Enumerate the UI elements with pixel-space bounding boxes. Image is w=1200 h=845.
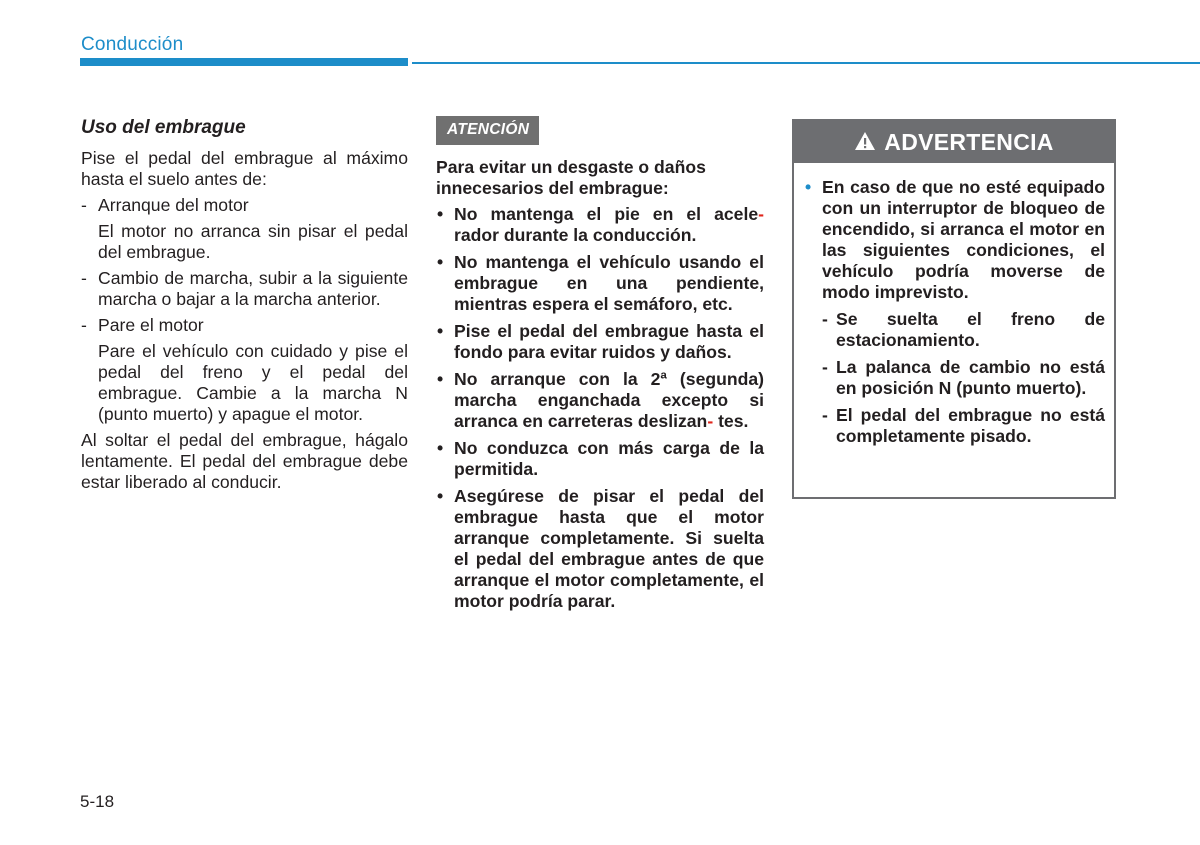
attention-bullet xyxy=(436,369,764,432)
header-rule-thin xyxy=(412,62,1200,64)
attention-bullet xyxy=(436,438,764,480)
list-item-start-engine-detail: El motor no arranca sin pisar el pedal del embrague. xyxy=(98,221,408,262)
clutch-usage-heading: Uso del embrague xyxy=(81,117,246,138)
list-item-stop-engine-detail: Pare el vehículo con cuidado y pise el pedal del freno y el pedal del embrague. Cambie a la marcha N (punto muerto) y apague el motor. xyxy=(98,341,408,424)
warning-box xyxy=(792,119,1116,499)
bullet-text: No arranque con la 2ª (segunda) marcha enganchada excepto si arranca en carreteras deslizan xyxy=(454,369,764,431)
attention-column xyxy=(436,116,764,618)
warning-header xyxy=(794,121,1114,163)
attention-bullet xyxy=(436,204,764,246)
list-item-gear-change: - Cambio de marcha, subir a la siguiente marcha o bajar a la marcha anterior. xyxy=(81,268,408,310)
bullet-text: Asegúrese de pisar el pedal del embrague hasta que el motor arranque completamente. Si suelta el pedal del embrague antes de que arranque el motor completamente, el motor podría parar. xyxy=(454,486,764,611)
attention-badge: ATENCIÓN xyxy=(436,116,539,145)
warning-triangle-icon xyxy=(854,130,876,157)
warning-condition: - Se suelta el freno de estacionamiento. xyxy=(803,309,1105,351)
attention-bullet xyxy=(436,486,764,612)
bullet-text-continued: tes. xyxy=(718,411,749,431)
clutch-usage-column xyxy=(81,116,408,498)
warning-column xyxy=(792,116,1120,499)
hyphen: - xyxy=(758,204,764,224)
bullet-text: No mantenga el vehículo usando el embrague en una pendiente, mientras espera el semáforo, etc. xyxy=(454,252,764,314)
bullet-text: No mantenga el pie en el acele xyxy=(454,204,759,224)
attention-bullet xyxy=(436,252,764,315)
list-item-stop-engine: - Pare el motor xyxy=(81,315,408,336)
bullet-text: Pise el pedal del embrague hasta el fondo para evitar ruidos y daños. xyxy=(454,321,764,362)
hyphen: - xyxy=(707,411,714,431)
page-number: 5-18 xyxy=(80,792,115,811)
clutch-usage-intro: Pise el pedal del embrague al máximo hasta el suelo antes de: xyxy=(81,148,408,189)
warning-bullet: • En caso de que no esté equipado con un interruptor de bloqueo de encendido, si arranca el motor en las siguientes condiciones, el vehículo podría moverse de modo imprevisto. xyxy=(803,177,1105,303)
section-title: Conducción xyxy=(81,34,184,55)
bullet-text: No conduzca con más carga de la permitida. xyxy=(454,438,764,479)
warning-body xyxy=(794,163,1114,447)
attention-intro: Para evitar un desgaste o daños innecesarios del embrague: xyxy=(436,157,706,198)
list-item-start-engine: - Arranque del motor xyxy=(81,195,408,216)
clutch-usage-closing: Al soltar el pedal del embrague, hágalo lentamente. El pedal del embrague debe estar liberado al conducir. xyxy=(81,430,408,492)
attention-bullet xyxy=(436,321,764,363)
bullet-text-continued: rador durante la conducción. xyxy=(454,225,697,245)
warning-title: ADVERTENCIA xyxy=(884,128,1054,155)
warning-condition: - La palanca de cambio no está en posición N (punto muerto). xyxy=(803,357,1105,399)
warning-condition: - El pedal del embrague no está completamente pisado. xyxy=(803,405,1105,447)
header-rule-thick xyxy=(80,58,408,66)
